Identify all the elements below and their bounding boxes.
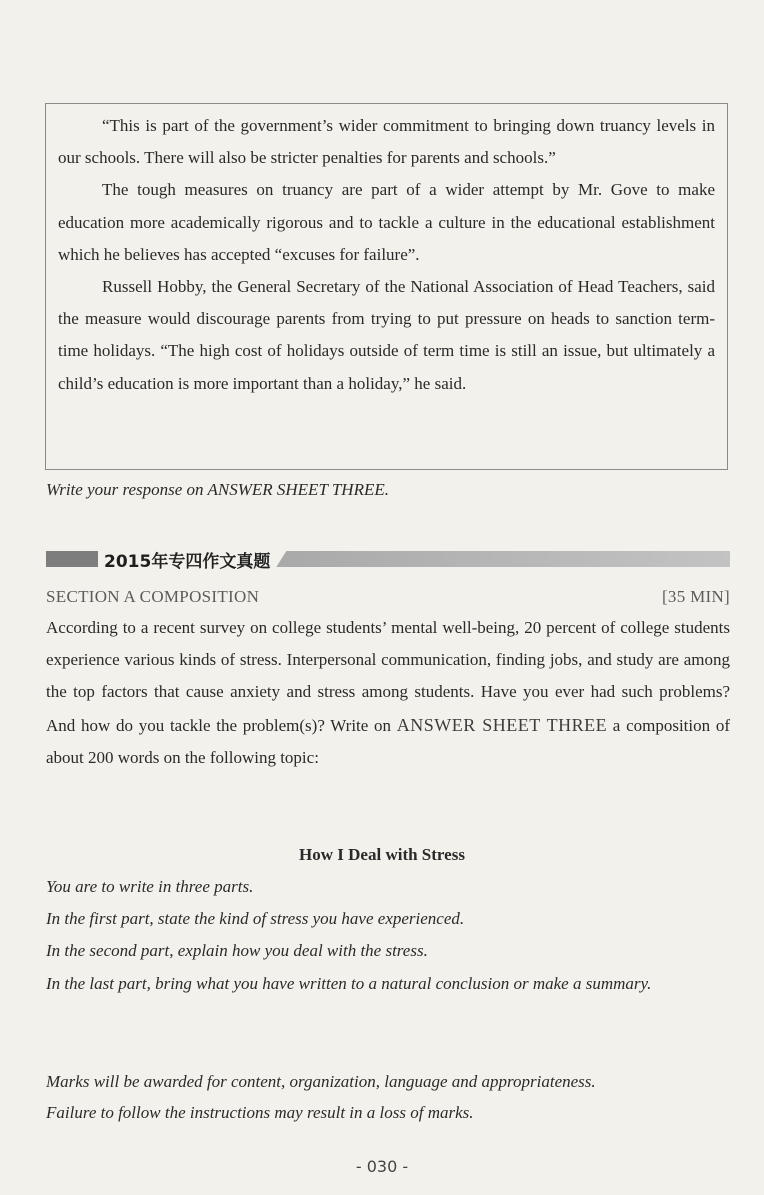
marking-note-line: Marks will be awarded for content, organization, language and appropriateness. [46, 1072, 596, 1091]
passage-paragraph-2: The tough measures on truancy are part of a wider attempt by Mr. Gove to make education more academically rigorous and to tackle a culture in the educational establishment which he believes has accepted “excuses for failure”. [58, 180, 715, 264]
passage-paragraph-1: “This is part of the government’s wider commitment to bringing down truancy levels in our schools. There will also be stricter penalties for parents and schools.” [58, 116, 715, 168]
page-number: - 030 - [355, 1157, 409, 1176]
section-heading-row [46, 587, 730, 607]
direction-line: In the last part, bring what you have written to a natural conclusion or make a summary. [46, 973, 652, 993]
direction-line: In the second part, explain how you deal with the stress. [46, 941, 428, 961]
composition-prompt [46, 612, 730, 774]
prompt-text-after: a composition of about 200 words on the following topic: [46, 715, 731, 767]
prompt-text-before: According to a recent survey on college students’ mental well-being, 20 percent of college students experience various kinds of stress. Interpersonal communication, finding jobs, and study are among the top factors that cause anxiety and stress among students. Have you ever had such problems? And how do you tackle the problem(s)? Write on [46, 618, 730, 735]
passage-paragraph-3: Russell Hobby, the General Secretary of the National Association of Head Teachers, said the measure would discourage parents from trying to put pressure on heads to sanction term-time holidays. “The high cost of holidays outside of term time is still an issue, but ultimately a child’s education is more important than a holiday,” he said. [58, 277, 715, 393]
section-banner [46, 546, 730, 572]
section-time: [35 MIN] [661, 587, 730, 606]
marking-note-line: Failure to follow the instructions may result in a loss of marks. [46, 1103, 474, 1122]
answer-sheet-instruction: Write your response on ANSWER SHEET THREE. [46, 480, 389, 499]
banner-bar [276, 551, 730, 567]
direction-line: In the first part, state the kind of stress you have experienced. [46, 909, 465, 929]
prompt-answer-sheet: ANSWER SHEET THREE [396, 714, 608, 735]
marking-note [46, 1066, 730, 1128]
direction-line: You are to write in three parts. [46, 877, 254, 896]
quoted-passage-box [45, 103, 728, 470]
composition-topic: How I Deal with Stress [299, 845, 465, 864]
section-heading: SECTION A COMPOSITION [46, 587, 260, 606]
banner-title: 2015年专四作文真题 [104, 551, 271, 572]
banner-marker [46, 551, 98, 567]
composition-directions [46, 871, 730, 1000]
